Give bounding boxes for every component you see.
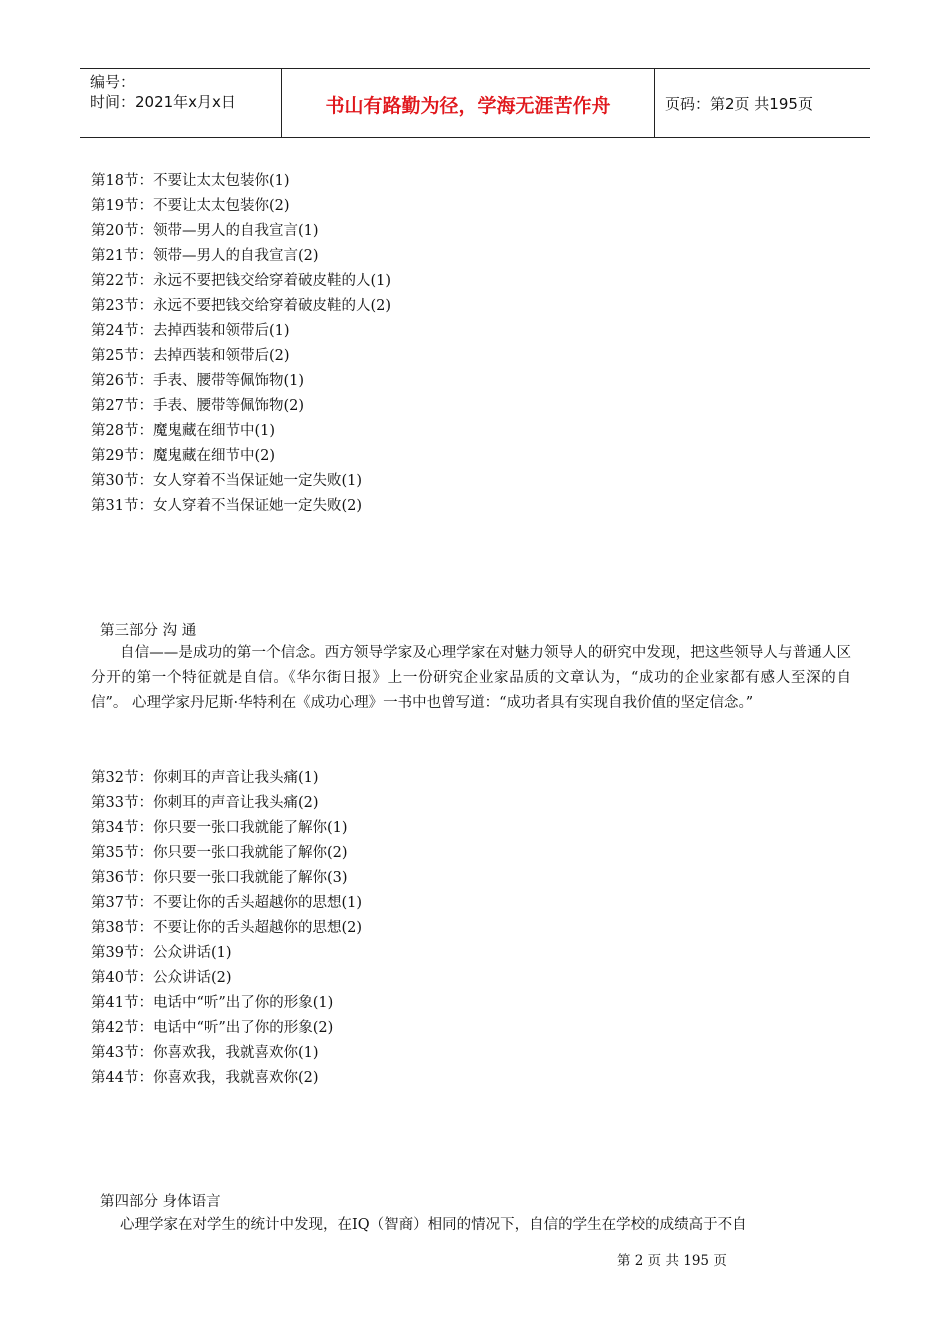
- part4-intro-paragraph: 心理学家在对学生的统计中发现，在IQ（智商）相同的情况下，自信的学生在学校的成绩高于不自: [120, 1217, 747, 1233]
- toc-line: 第37节：不要让你的舌头超越你的思想(1): [91, 895, 362, 911]
- toc-line: 第34节：你只要一张口我就能了解你(1): [91, 820, 348, 836]
- page-footer: 第 2 页 共 195 页: [617, 1253, 727, 1269]
- header-page-code: 页码：第2页 共195页: [665, 95, 813, 113]
- header-page-cell: [655, 69, 870, 137]
- toc-line: 第44节：你喜欢我，我就喜欢你(2): [91, 1070, 319, 1086]
- toc-line: 第26节：手表、腰带等佩饰物(1): [91, 373, 304, 389]
- header-motto-cell: [282, 69, 655, 137]
- document-number-label: 编号：: [90, 73, 136, 91]
- toc-line: 第23节：永远不要把钱交给穿着破皮鞋的人(2): [91, 298, 391, 314]
- toc-line: 第32节：你刺耳的声音让我头痛(1): [91, 770, 319, 786]
- toc-line: 第42节：电话中“听”出了你的形象(2): [91, 1020, 334, 1036]
- toc-line: 第41节：电话中“听”出了你的形象(1): [91, 995, 334, 1011]
- toc-line: 第35节：你只要一张口我就能了解你(2): [91, 845, 348, 861]
- toc-line: 第40节：公众讲话(2): [91, 970, 232, 986]
- toc-line: 第25节：去掉西装和领带后(2): [91, 348, 290, 364]
- page-header: [80, 68, 870, 138]
- toc-line: 第24节：去掉西装和领带后(1): [91, 323, 290, 339]
- toc-line: 第36节：你只要一张口我就能了解你(3): [91, 870, 348, 886]
- toc-line: 第21节：领带—男人的自我宣言(2): [91, 248, 319, 264]
- toc-line: 第30节：女人穿着不当保证她一定失败(1): [91, 473, 362, 489]
- toc-line: 第43节：你喜欢我，我就喜欢你(1): [91, 1045, 319, 1061]
- toc-line: 第29节：魔鬼藏在细节中(2): [91, 448, 275, 464]
- toc-line: 第20节：领带—男人的自我宣言(1): [91, 223, 319, 239]
- header-motto: 书山有路勤为径，学海无涯苦作舟: [325, 95, 611, 117]
- toc-line: 第19节：不要让太太包装你(2): [91, 198, 290, 214]
- toc-line: 第27节：手表、腰带等佩饰物(2): [91, 398, 304, 414]
- part3-heading: 第三部分 沟 通: [100, 623, 197, 639]
- toc-line: 第18节：不要让太太包装你(1): [91, 173, 290, 189]
- part4-heading: 第四部分 身体语言: [100, 1194, 221, 1210]
- toc-line: 第28节：魔鬼藏在细节中(1): [91, 423, 275, 439]
- header-meta-cell: [80, 69, 282, 137]
- toc-line: 第38节：不要让你的舌头超越你的思想(2): [91, 920, 362, 936]
- toc-line: 第22节：永远不要把钱交给穿着破皮鞋的人(1): [91, 273, 391, 289]
- document-date: 时间：2021年x月x日: [90, 93, 236, 111]
- toc-line: 第33节：你刺耳的声音让我头痛(2): [91, 795, 319, 811]
- part3-intro-paragraph: 自信——是成功的第一个信念。西方领导学家及心理学家在对魅力领导人的研究中发现，把这些领导人与普通人区分开的第一个特征就是自信。《华尔街日报》上一份研究企业家品质的文章认为，“成功的企业家都有感人至深的自信”。 心理学家丹尼斯·华特利在《成功心理》一书中也曾写道：“成功者具有实现自我价值的坚定信念。”: [91, 645, 851, 711]
- toc-line: 第31节：女人穿着不当保证她一定失败(2): [91, 498, 362, 514]
- toc-line: 第39节：公众讲话(1): [91, 945, 232, 961]
